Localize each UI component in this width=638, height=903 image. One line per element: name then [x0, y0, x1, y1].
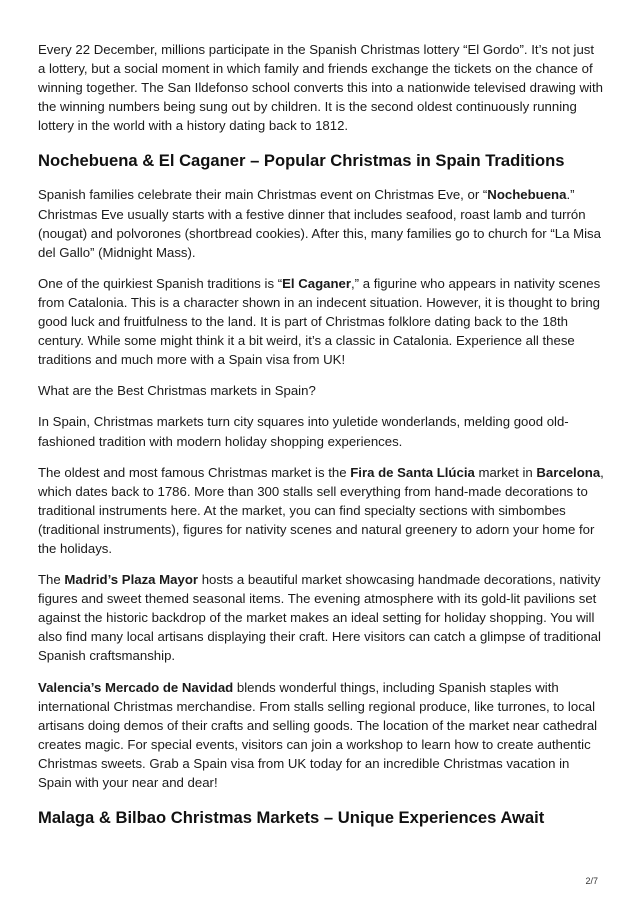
paragraph [38, 570, 604, 665]
text-run: One of the quirkiest Spanish traditions is “ [38, 275, 283, 291]
paragraph [38, 381, 604, 400]
paragraph [38, 678, 604, 793]
text-run: The [38, 572, 65, 588]
paragraph [38, 463, 604, 558]
section-heading: Malaga & Bilbao Christmas Markets – Unique Experiences Await [38, 808, 545, 828]
text-run: The oldest and most famous Christmas market is the [38, 464, 351, 480]
text-run: ,” a figurine who appears in nativity scenes from Catalonia. This is a character shown in an indecent situation. However, it is thought to bring good luck and fruitfulness to the land. It is part of Christmas folklore dating back to the 18th century. While some might think it a bit weird, it’s a classic in Catalonia. Experience all these traditions and much more with a Spain visa from UK! [38, 275, 601, 368]
text-run: Every 22 December, millions participate in the Spanish Christmas lottery “El Gordo”. It’s not just a lottery, but a social moment in which family and friends exchange the tickets on the chance of winning together. The San Ildefonso school converts this into a nationwide televised drawing with the winning numbers being sung out by children. It is the second oldest continuously running lottery in the world with a history dating back to 1812. [38, 42, 603, 134]
text-run: hosts a beautiful market showcasing handmade decorations, nativity figures and sweet themed seasonal items. The evening atmosphere with its gold-lit pavilions set against the historic backdrop of the market makes an ideal setting for holiday shopping. You will also find many local artisans displaying their craft. Here visitors can catch a glimpse of traditional Spanish craftsmanship. [38, 572, 601, 664]
bold-text: Valencia’s Mercado de Navidad [38, 679, 234, 695]
bold-text: El Caganer [282, 275, 351, 291]
paragraph [38, 412, 604, 450]
text-run: market in [474, 464, 537, 480]
paragraph [38, 185, 604, 261]
bold-text: Barcelona [536, 464, 601, 480]
document-body [38, 40, 604, 842]
page-number: 2/7 [585, 876, 598, 886]
text-run: In Spain, Christmas markets turn city squares into yuletide wonderlands, melding good old-fashioned tradition with modern holiday shopping experiences. [38, 414, 569, 449]
paragraph [38, 40, 604, 135]
text-run: blends wonderful things, including Spanish staples with international Christmas merchandise. From stalls selling regional produce, like turrones, to local artisans doing demos of their crafts and selling goods. The location of the market near cathedral creates magic. For special events, visitors can join a workshop to learn how to create authentic Christmas sweets. Grab a Spain visa from UK today for an incredible Christmas vacation in Spain with your near and dear! [38, 679, 598, 790]
bold-text: Madrid’s Plaza Mayor [64, 572, 199, 588]
bold-text: Fira de Santa Llúcia [350, 464, 475, 480]
bold-text: Nochebuena [487, 187, 567, 203]
paragraph [38, 274, 604, 369]
text-run: .” Christmas Eve usually starts with a festive dinner that includes seafood, roast lamb and turrón (nougat) and polvorones (shortbread cookies). After this, many families go to church for “La Misa del Gallo” (Midnight Mass). [38, 187, 601, 260]
text-run: , which dates back to 1786. More than 300 stalls sell everything from hand-made decorations to traditional instruments here. At the market, you can find specialty sections with simbombes (traditional instruments), figures for nativity scenes and natural greenery to adorn your home for the holidays. [38, 464, 604, 556]
section-heading: Nochebuena & El Caganer – Popular Christmas in Spain Traditions [38, 151, 565, 171]
text-run: Spanish families celebrate their main Christmas event on Christmas Eve, or “ [38, 187, 488, 203]
text-run: What are the Best Christmas markets in Spain? [38, 383, 316, 399]
